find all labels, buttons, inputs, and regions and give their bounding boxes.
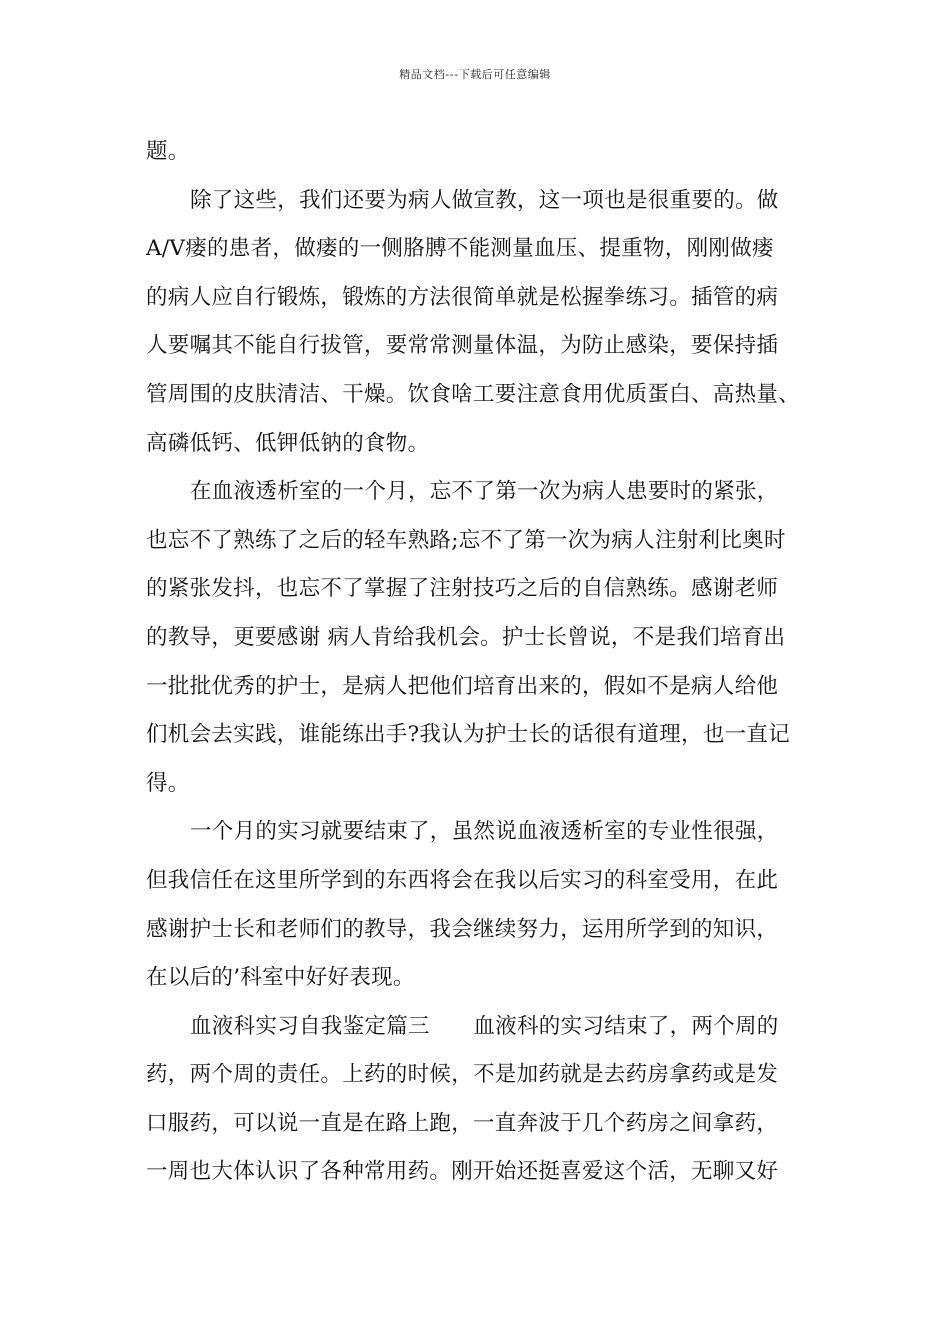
text-line: 得。 (146, 770, 190, 796)
text-line: 高磷低钙、低钾低钠的食物。 (146, 430, 430, 456)
text-line: 感谢护士长和老师们的教导，我会继续努力，运用所学到的知识， (146, 916, 779, 942)
text-line: 的教导，更要感谢 病人肯给我机会。护士长曾说，不是我们培育出 (146, 624, 786, 650)
text-line: 药，两个周的责任。上药的时候，不是加药就是去药房拿药或是发 (146, 1062, 779, 1088)
text-line: 除了这些，我们还要为病人做宣教，这一项也是很重要的。做 (190, 187, 779, 213)
text-line: 在以后的’科室中好好表现。 (146, 965, 415, 991)
text-line: 人要嘱其不能自行拔管，要常常测量体温，为防止感染，要保持插 (146, 333, 779, 359)
text-line: 在血液透析室的一个月，忘不了第一次为病人患要时的紧张， (190, 479, 779, 505)
text-line: 们机会去实践，谁能练出手?我认为护士长的话很有道理，也一直记 (146, 722, 791, 748)
text-line: A/V瘘的患者，做瘘的一侧胳膊不能测量血压、提重物，刚刚做瘘 (146, 236, 774, 262)
text-line: 题。 (146, 139, 190, 164)
text-line: 的紧张发抖，也忘不了掌握了注射技巧之后的自信熟练。感谢老师 (146, 576, 779, 602)
text-line: 管周围的皮肤清洁、干燥。饮食啥工要注意食用优质蛋白、高热量、 (146, 381, 801, 407)
text-line: 口服药，可以说一直是在路上跑，一直奔波于几个药房之间拿药， (146, 1110, 779, 1136)
text-line: 血液科实习自我鉴定篇三 血液科的实习结束了，两个周的 (190, 1013, 779, 1039)
text-line: 一周也大体认识了各种常用药。刚开始还挺喜爱这个活，无聊又好 (146, 1159, 779, 1185)
text-line: 一批批优秀的护士，是病人把他们培育出来的，假如不是病人给他 (146, 673, 779, 699)
text-line: 但我信任在这里所学到的东西将会在我以后实习的科室受用，在此 (146, 867, 779, 893)
text-line: 一个月的实习就要结束了，虽然说血液透析室的专业性很强， (190, 819, 779, 845)
text-line: 也忘不了熟练了之后的轻车熟路;忘不了第一次为病人注射利比奥时 (146, 527, 786, 553)
document-body (146, 128, 814, 1197)
page-header: 精品文档---下载后可任意编辑 (399, 68, 551, 81)
text-line: 的病人应自行锻炼，锻炼的方法很简单就是松握拳练习。插管的病 (146, 284, 779, 310)
